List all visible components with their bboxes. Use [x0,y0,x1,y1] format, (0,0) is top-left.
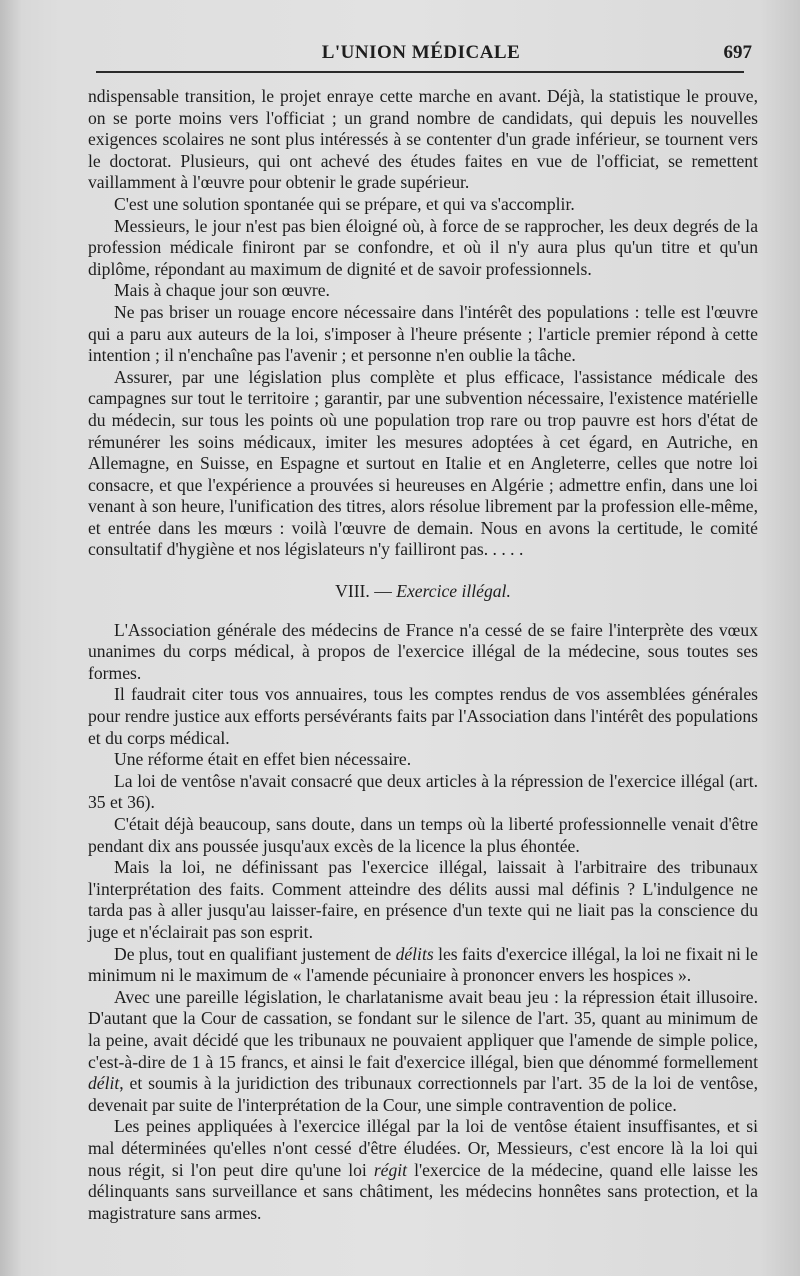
text-run: l'exercice de la médecine, quand elle laisse les délinquants sans surveillance et sans châtiment, les médecins honnêtes sans protection, et la magistrature sans armes. [88,1159,758,1223]
paragraph: Messieurs, le jour n'est pas bien éloigné où, à force de se rapprocher, les deux degrés de la profession médicale finiront par se confondre, et où il n'y aura plus qu'un titre et qu'un diplôme, répondant au maximum de dignité et de savoir professionnels. [88,215,758,279]
paragraph: Ne pas briser un rouage encore nécessaire dans l'intérêt des populations : telle est l'œuvre qui a paru aux auteurs de la loi, s'imposer à l'heure présente ; l'article premier répond à cette intention ; il n'enchaîne pas l'avenir ; et personne n'en oublie la tâche. [88,301,758,366]
paragraph: Assurer, par une législation plus complète et plus efficace, l'assistance médicale des campagnes sur tout le territoire ; garantir, par une subvention nécessaire, l'existence matérielle du médecin, sur tous les points où une population trop rare ou trop pauvre est hors d'état de rémunérer les soins médicaux, imiter les mesures adoptées à cet égard, en Autriche, en Allemagne, en Suisse, en Espagne et surtout en Italie et en Angleterre, celles que notre loi consacre, et que l'expérience a prouvées si heureuses en Algérie ; admettre enfin, dans une loi venant à son heure, l'unification des titres, alors résolue librement par la profession elle-même, et entrée dans les mœurs : voilà l'œuvre de demain. Nous en avons la certitude, le comité consultatif d'hygiène et nos législateurs n'y failliront pas. . . . . [88,366,758,560]
header-rule [96,71,744,73]
body-text [88,86,758,1224]
paragraph: Mais la loi, ne définissant pas l'exercice illégal, laissait à l'arbitraire des tribunaux l'interprétation des faits. Comment atteindre des délits aussi mal définis ? L'indulgence ne tarda pas à aller jusqu'au laisser-faire, en présence d'un texte qui ne liait pas la conscience du juge et n'éclairait pas son esprit. [88,857,758,942]
paragraph [88,944,758,987]
paragraph: C'était déjà beaucoup, sans doute, dans un temps où la liberté professionnelle venait d'être pendant dix ans poussée jusqu'aux excès de la licence la plus éhontée. [88,814,758,856]
text-run: Les peines appliquées à l'exercice illégal par la loi de ventôse étaient insuffisantes, et si mal déterminées qu'elles n'ont cessé d'être éludées. Or, Messieurs, c'est encore là la loi qui nous régit, si l'on peut dire qu'une loi [88,1116,758,1180]
text-run: De plus, tout en qualifiant justement de [114,943,396,964]
page-header [86,38,756,72]
paragraph: Il faudrait citer tous vos annuaires, tous les comptes rendus de vos assemblées générales pour rendre justice aux efforts persévérants faits par l'Association dans l'intérêt des populations et du corps médical. [88,684,758,748]
paragraph: ndispensable transition, le projet enraye cette marche en avant. Déjà, la statistique le prouve, on se porte moins vers l'officiat ; un grand nombre de candidats, qui depuis les nouvelles exigences scolaires ne sont plus intéressés à se contenter d'un grade inférieur, se tournent vers le doctorat. Plusieurs, qui ont achevé des études faites en vue de l'officiat, se remettent vaillamment à l'œuvre pour obtenir le grade supérieur. [88,86,758,193]
paragraph: Une réforme était en effet bien nécessaire. [114,749,412,770]
section-title: Exercice illégal. [396,581,511,602]
section-number: VIII. — [335,581,392,602]
page-number: 697 [723,42,752,63]
paragraph [88,1116,758,1224]
section-heading [88,581,758,603]
paragraph: C'est une solution spontanée qui se prépare, et qui va s'accomplir. [114,193,575,214]
text-run: , et soumis à la juridiction des tribunaux correctionnels par l'art. 35 de la loi de ventôse, devenait par suite de l'interprétation de la Cour, une simple contravention de police. [88,1073,758,1115]
text-run: Avec une pareille législation, le charlatanisme avait beau jeu : la répression était illusoire. D'autant que la Cour de cassation, se fondant sur le silence de l'art. 35, quant au minimum de la peine, avait décidé que les tribunaux ne pouvaient appliquer que l'amende de simple police, c'est-à-dire de 1 à 15 francs, et ainsi le fait d'exercice illégal, bien que dénommé formellement [88,986,758,1072]
italic-term: régit [373,1159,408,1180]
paragraph: Mais à chaque jour son œuvre. [114,280,330,301]
running-title: L'UNION MÉDICALE [321,42,521,63]
paragraph [88,987,758,1117]
italic-term: délits [395,943,434,964]
paragraph: L'Association générale des médecins de France n'a cessé de se faire l'interprète des vœux unanimes du corps médical, à propos de l'exercice illégal de la médecine, sous toutes ses formes. [88,619,758,683]
text-run: les faits d'exercice illégal, la loi ne fixait ni le minimum ni le maximum de « l'amende pécuniaire à prononcer envers les hospices ». [88,943,758,986]
italic-term: délit [88,1073,120,1094]
paragraph: La loi de ventôse n'avait consacré que deux articles à la répression de l'exercice illégal (art. 35 et 36). [88,770,758,813]
